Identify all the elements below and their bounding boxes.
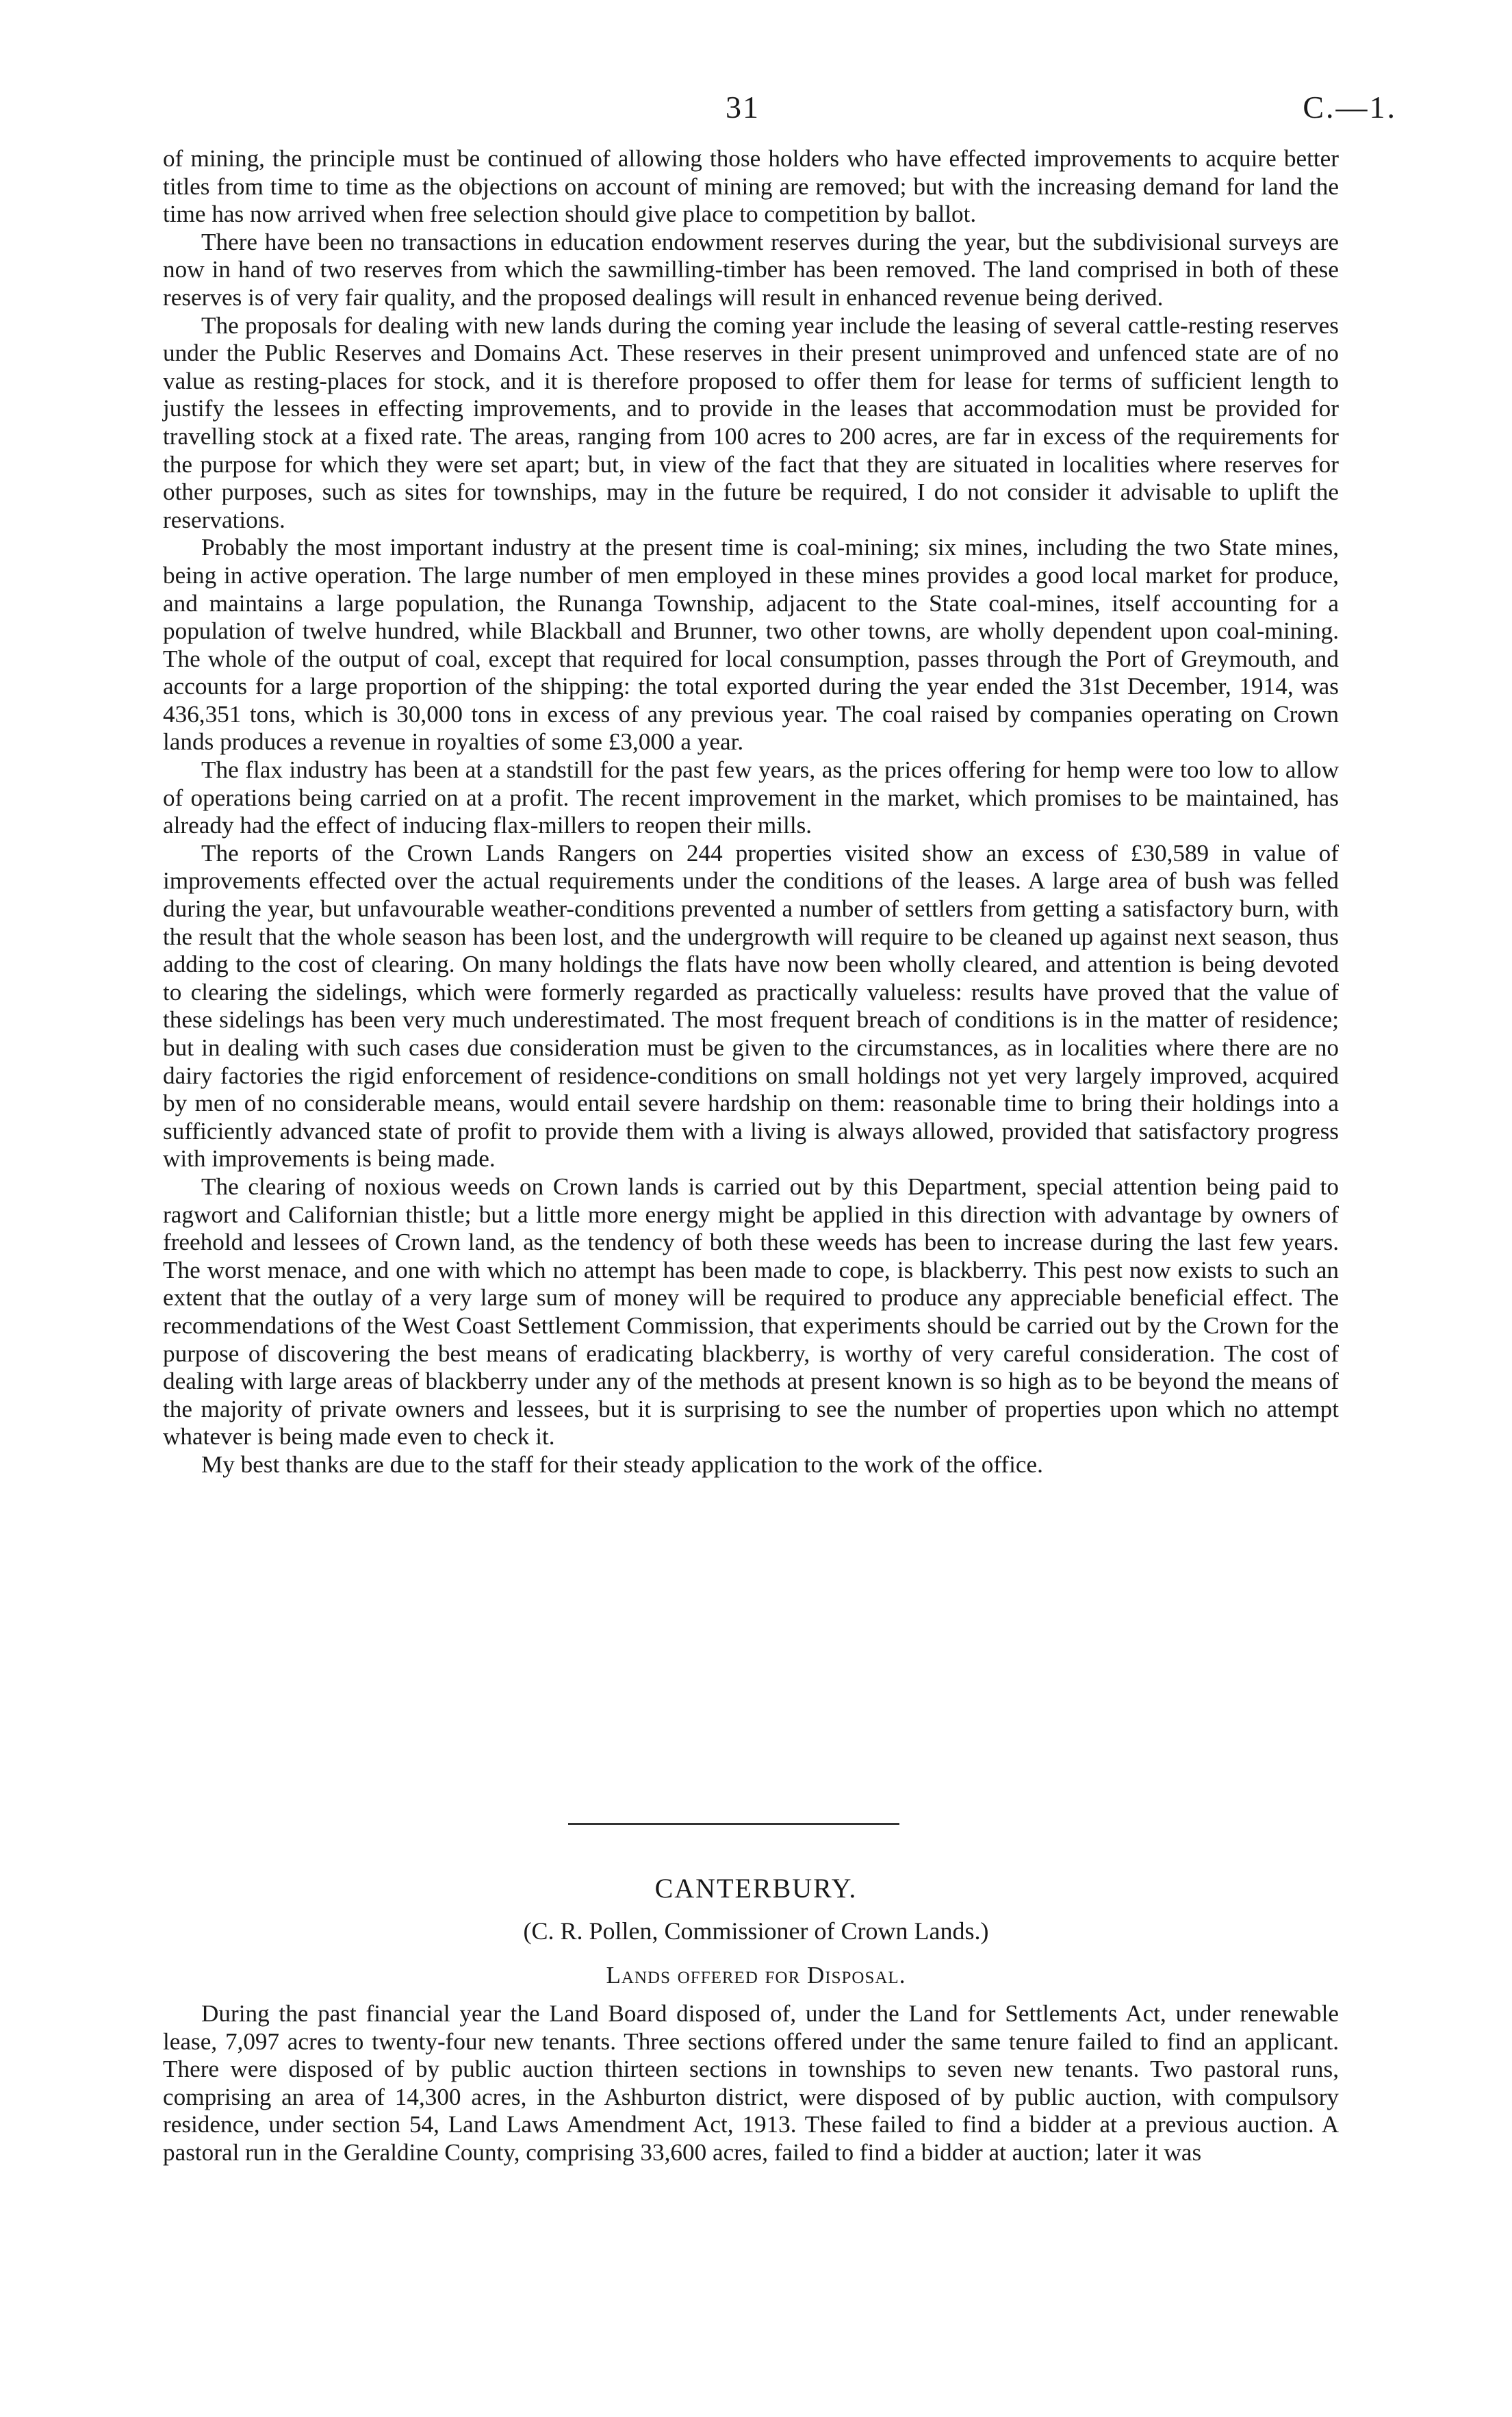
report-body (163, 145, 1339, 1479)
paragraph-rangers-reports: The reports of the Crown Lands Rangers on 244 properties visited show an excess of £30,589 in value of improvements effected over the actual requirements under the conditions of the leases. A large area of bush was felled during the year, but unfavourable weather-conditions prevented a number of settlers from getting a satisfactory burn, with the result that the whole season has been lost, and the undergrowth will require to be cleaned up against next season, thus adding to the cost of clearing. On many holdings the flats have now been wholly cleared, and attention is being devoted to clearing the sidelings, which were formerly regarded as practically valueless: results have proved that the value of these sidelings has been very much underestimated. The most frequent breach of conditions is in the matter of residence; but in dealing with such cases due consideration must be given to the circumstances, as in localities where there are no dairy factories the rigid enforcement of residence-conditions on small holdings not yet very largely improved, acquired by men of no considerable means, would entail severe hardship on them: reasonable time to bring their holdings into a sufficiently advanced state of profit to provide them with a living is always allowed, provided that satisfactory progress with improvements is being made. (163, 839, 1339, 1173)
paragraph-coal-mining: Probably the most important industry at the present time is coal-mining; six mines, including the two State mines, being in active operation. The large number of men employed in these mines provides a good local market for produce, and maintains a large population, the Runanga Township, adjacent to the State coal-mines, itself accounting for a population of twelve hundred, while Blackball and Brunner, two other towns, are wholly dependent upon coal-mining. The whole of the output of coal, except that required for local consumption, passes through the Port of Greymouth, and accounts for a large proportion of the shipping: the total exported during the year ended the 31st December, 1914, was 436,351 tons, which is 30,000 tons in excess of any previous year. The coal raised by companies operating on Crown lands produces a revenue in royalties of some £3,000 a year. (163, 534, 1339, 756)
paragraph-thanks: My best thanks are due to the staff for their steady application to the work of the office. (201, 1450, 1043, 1478)
paragraph-noxious-weeds: The clearing of noxious weeds on Crown lands is carried out by this Department, special attention being paid to ragwort and Californian thistle; but a little more energy might be applied in this direction with advantage by owners of freehold and lessees of Crown land, as the tendency of both these weeds has been to increase during the last few years. The worst menace, and one with which no attempt has been made to cope, is blackberry. This pest now exists to such an extent that the outlay of a very large sum of money will be required to produce any appreciable beneficial effect. The recommendations of the West Coast Settlement Commission, that experiments should be carried out by the Crown for the purpose of discovering the best means of eradicating blackberry, is worthy of very careful consideration. The cost of dealing with large areas of blackberry under any of the methods at present known is so high as to be beyond the means of the majority of private owners and lessees, but it is surprising to see the number of properties upon which no attempt whatever is being made even to check it. (163, 1173, 1339, 1450)
canterbury-body (163, 2000, 1339, 2167)
page-number: 31 (726, 90, 760, 125)
paragraph-flax-industry: The flax industry has been at a standstill for the past few years, as the prices offering for hemp were too low to allow of operations being carried on at a profit. The recent improvement in the market, which promises to be maintained, has already had the effect of inducing flax-millers to reopen their mills. (163, 756, 1339, 839)
paragraph-education-reserves: There have been no transactions in education endowment reserves during the year, but the subdivisional surveys are now in hand of two reserves from which the sawmilling-timber has been removed. The land comprised in both of these reserves is of very fair quality, and the proposed dealings will result in enhanced revenue being derived. (163, 228, 1339, 311)
paragraph-new-lands-proposals: The proposals for dealing with new lands during the coming year include the leasing of several cattle-resting reserves under the Public Reserves and Domains Act. These reserves in their present unimproved and unfenced state are of no value as resting-places for stock, and it is therefore proposed to offer them for lease for terms of sufficient length to justify the lessees in effecting improvements, and to provide in the leases that accommodation must be provided for travelling stock at a fixed rate. The areas, ranging from 100 acres to 200 acres, are far in excess of the requirements for the purpose for which they were set apart; but, in view of the fact that they are situated in localities where reserves for other purposes, such as sites for townships, may in the future be required, I do not consider it advisable to uplift the reservations. (163, 311, 1339, 533)
commissioner-line: (C. R. Pollen, Commissioner of Crown Lands.) (523, 1917, 989, 1945)
subheading-lands-offered: Lands offered for Disposal. (606, 1962, 906, 1988)
section-divider (568, 1823, 899, 1825)
paragraph-mining-titles: of mining, the principle must be continued of allowing those holders who have effected improvements to acquire better titles from time to time as the objections on account of mining are removed; but with the increasing demand for land the time has now arrived when free selection should give place to competition by ballot. (163, 145, 1339, 228)
paragraph-land-board-disposals: During the past financial year the Land Board disposed of, under the Land for Settlements Act, under renewable lease, 7,097 acres to twenty-four new tenants. Three sections offered under the same tenure failed to find an applicant. There were disposed of by public auction thirteen sections in townships to seven new tenants. Two pastoral runs, comprising an area of 14,300 acres, in the Ashburton district, were disposed of by public auction, with compulsory residence, under section 54, Land Laws Amendment Act, 1913. These failed to find a bidder at a previous auction. A pastoral run in the Geraldine County, comprising 33,600 acres, failed to find a bidder at auction; later it was (163, 2000, 1339, 2166)
document-reference: C.—1. (1303, 90, 1397, 125)
section-title-canterbury: CANTERBURY. (654, 1873, 858, 1904)
page-header (0, 89, 1512, 130)
